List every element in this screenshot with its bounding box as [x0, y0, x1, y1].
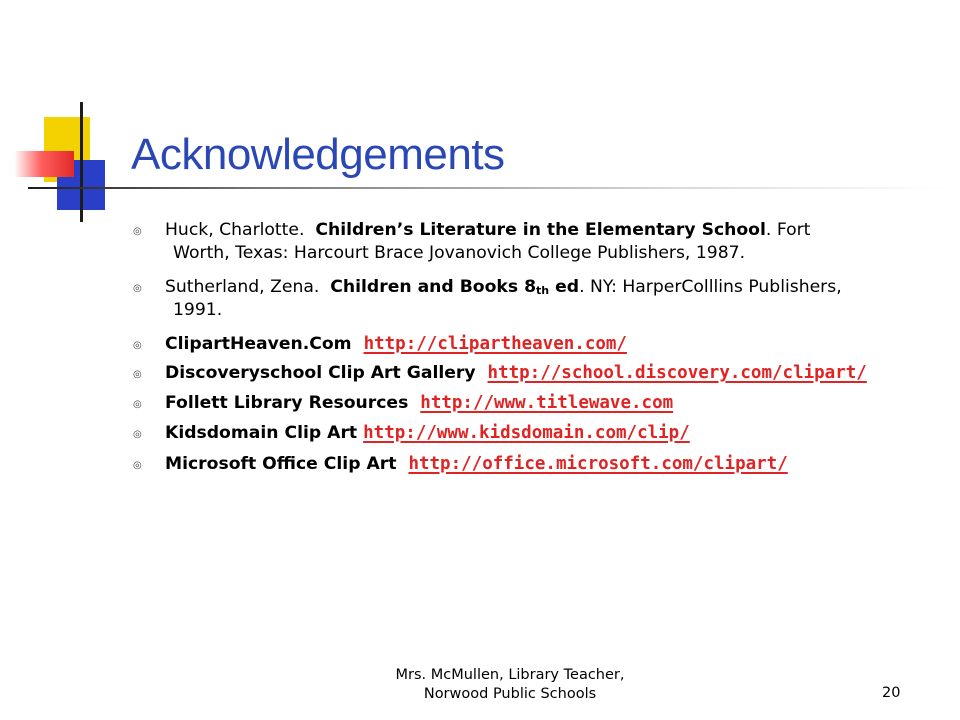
resource-line	[165, 422, 690, 445]
bullet-icon: ◎	[133, 399, 142, 410]
red-bar-decoration	[14, 151, 74, 177]
reference-line-2: 1991.	[173, 300, 223, 320]
resource-link[interactable]: http://clipartheaven.com/	[363, 334, 627, 354]
slide-title: Acknowledgements	[131, 130, 505, 179]
bullet-icon: ◎	[133, 429, 142, 440]
resource-line	[165, 453, 788, 476]
reference-author: Huck, Charlotte.	[165, 220, 305, 240]
reference-title-suffix: th	[536, 284, 550, 297]
reference-title: Children and Books 8	[330, 277, 537, 297]
resource-line	[165, 362, 867, 385]
reference-author: Sutherland, Zena.	[165, 277, 320, 297]
bullet-icon: ◎	[133, 283, 142, 294]
bullet-icon: ◎	[133, 369, 142, 380]
reference-details: . NY: HarperColllins Publishers,	[579, 277, 842, 297]
resource-line	[165, 392, 673, 415]
footer-credit	[340, 666, 680, 704]
resource-name: Microsoft Office Clip Art	[165, 454, 397, 474]
resource-link[interactable]: http://www.kidsdomain.com/clip/	[363, 423, 690, 443]
resource-name: Kidsdomain Clip Art	[165, 423, 358, 443]
vertical-rule-decoration	[80, 102, 83, 222]
resource-link[interactable]: http://office.microsoft.com/clipart/	[408, 454, 788, 474]
reference-title: Children’s Literature in the Elementary School	[315, 220, 766, 240]
resource-link[interactable]: http://school.discovery.com/clipart/	[487, 363, 867, 383]
bullet-icon: ◎	[133, 460, 142, 471]
footer-line-2: Norwood Public Schools	[423, 686, 597, 702]
reference-line-1	[165, 276, 842, 302]
reference-details: . Fort	[765, 220, 811, 240]
title-underline-rule	[28, 187, 948, 189]
reference-title-end: ed	[549, 277, 580, 297]
resource-name: ClipartHeaven.Com	[165, 334, 352, 354]
page-number: 20	[882, 685, 901, 701]
resource-name: Discoveryschool Clip Art Gallery	[165, 363, 476, 383]
reference-line-2: Worth, Texas: Harcourt Brace Jovanovich College Publishers, 1987.	[173, 243, 746, 263]
bullet-icon: ◎	[133, 340, 142, 351]
footer-line-1: Mrs. McMullen, Library Teacher,	[395, 667, 625, 683]
reference-line-1	[165, 219, 810, 242]
resource-line	[165, 333, 627, 356]
resource-name: Follett Library Resources	[165, 393, 409, 413]
bullet-icon: ◎	[133, 226, 142, 237]
resource-link[interactable]: http://www.titlewave.com	[420, 393, 674, 413]
